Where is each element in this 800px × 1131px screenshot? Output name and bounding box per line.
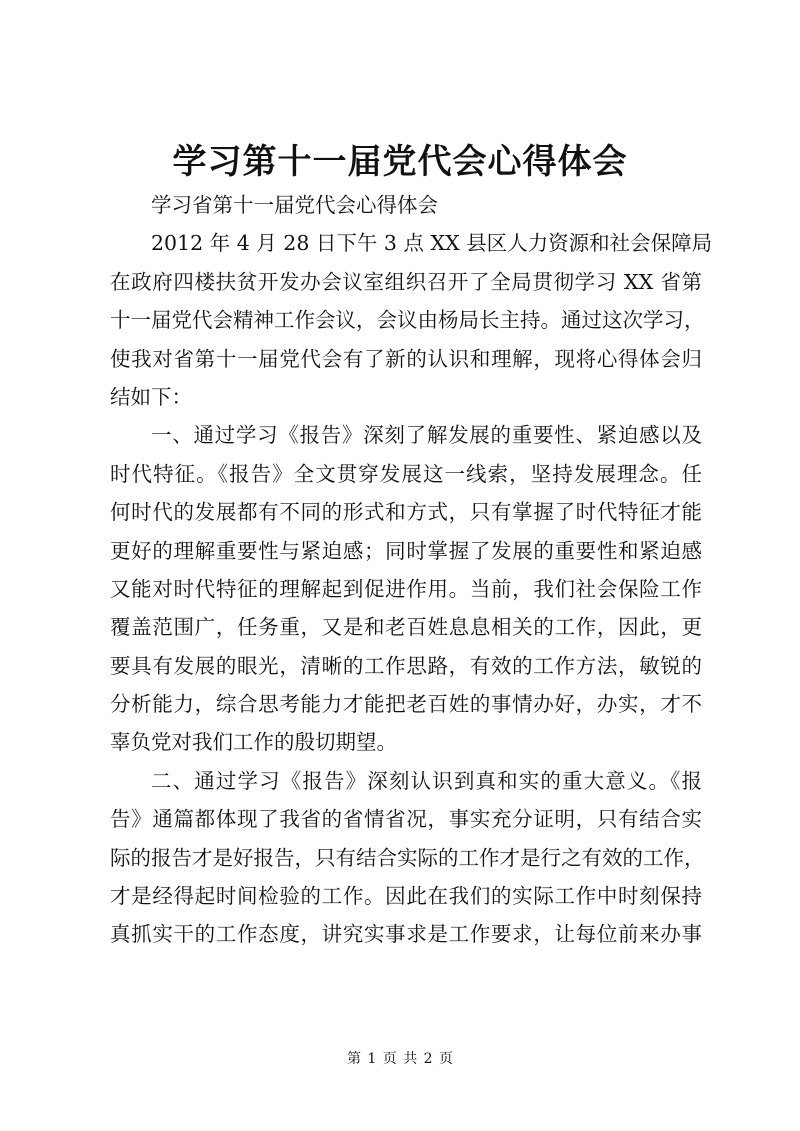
text-line: 学习省第十一届党代会心得体会 — [151, 193, 438, 217]
text-line: 覆盖范围广，任务重，又是和老百姓息息相关的工作，因此，更 — [110, 615, 702, 640]
text-line: 十一届党代会精神工作会议，会议由杨局长主持。通过这次学习， — [110, 308, 705, 333]
paragraph — [110, 416, 702, 762]
text-line: 辜负党对我们工作的殷切期望。 — [110, 730, 397, 755]
text-line: 结如下： — [110, 384, 192, 409]
text-line: 使我对省第十一届党代会有了新的认识和理解，现将心得体会归 — [110, 346, 702, 371]
text-line: 在政府四楼扶贫开发办会议室组织召开了全局贯彻学习 XX 省第 — [110, 269, 702, 294]
text-line: 告》通篇都体现了我省的省情省况，事实充分证明，只有结合实 — [110, 807, 702, 832]
text-line: 2012 年 4 月 28 日下午 3 点 XX 县区人力资源和社会保障局 — [151, 231, 713, 256]
text-line: 二、通过学习《报告》深刻认识到真和实的重大意义。《报 — [151, 768, 702, 793]
page-footer: 第 1 页 共 2 页 — [346, 1051, 454, 1067]
text-line: 何时代的发展都有不同的形式和方式，只有掌握了时代特征才能 — [110, 500, 702, 525]
text-line: 才是经得起时间检验的工作。因此在我们的实际工作中时刻保持 — [110, 884, 702, 909]
text-line: 分析能力，综合思考能力才能把老百姓的事情办好，办实，才不 — [110, 692, 702, 717]
document-body — [110, 186, 713, 954]
text-line: 要具有发展的眼光，清晰的工作思路，有效的工作方法，敏锐的 — [110, 653, 702, 678]
document-title: 学习第十一届党代会心得体会 — [172, 142, 628, 182]
text-line: 又能对时代特征的理解起到促进作用。当前，我们社会保险工作 — [110, 576, 702, 601]
paragraph — [110, 762, 705, 954]
paragraph — [110, 186, 702, 224]
paragraph — [110, 224, 713, 416]
text-line: 时代特征。《报告》全文贯穿发展这一线索，坚持发展理念。任 — [110, 461, 702, 486]
text-line: 真抓实干的工作态度，讲究实事求是工作要求，让每位前来办事 — [110, 922, 702, 947]
text-line: 一、通过学习《报告》深刻了解发展的重要性、紧迫感以及 — [151, 423, 702, 448]
text-line: 更好的理解重要性与紧迫感；同时掌握了发展的重要性和紧迫感 — [110, 538, 702, 563]
text-line: 际的报告才是好报告，只有结合实际的工作才是行之有效的工作， — [110, 845, 705, 870]
